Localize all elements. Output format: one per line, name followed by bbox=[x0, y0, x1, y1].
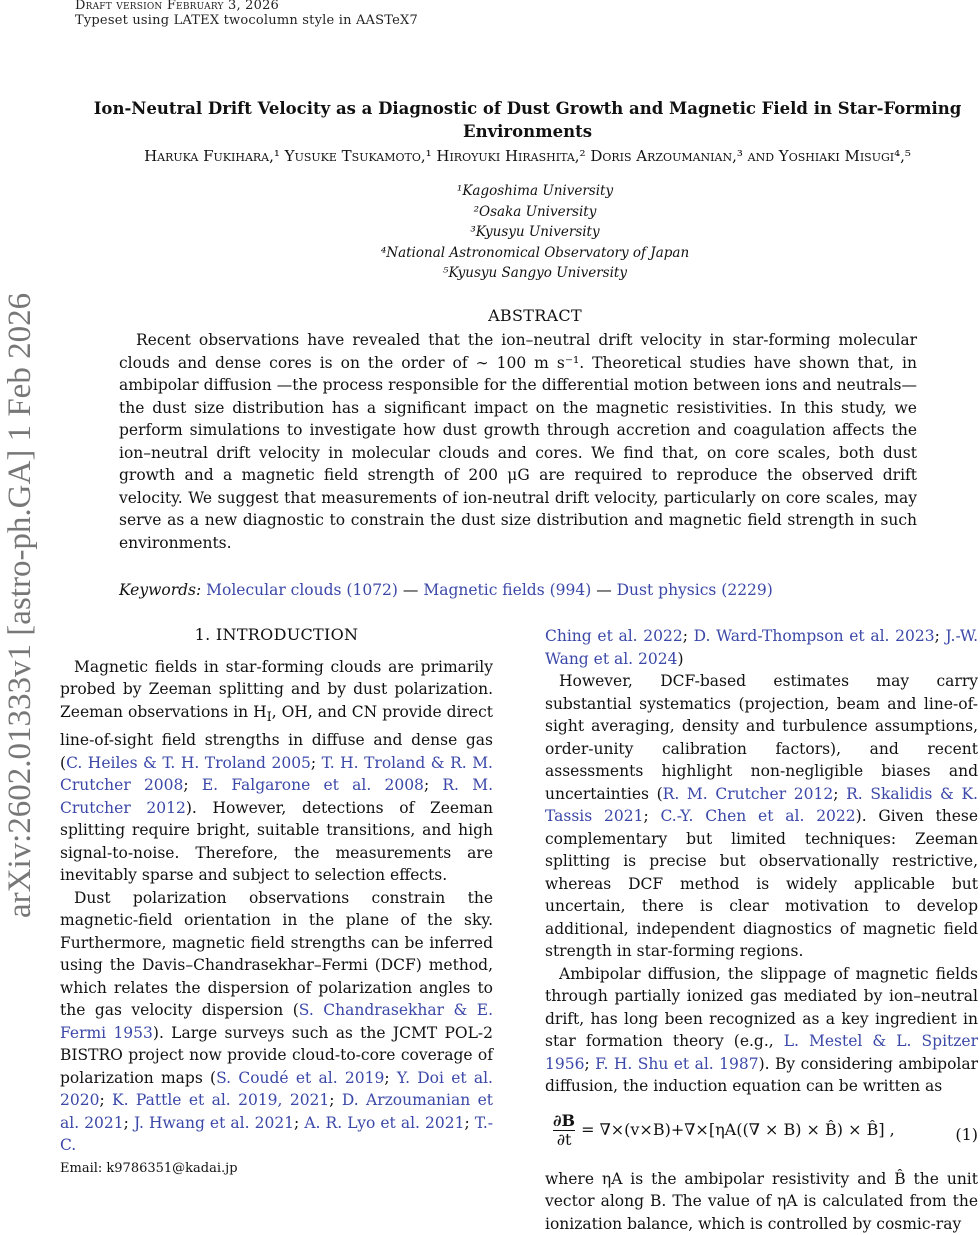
author-list: Haruka Fukihara,¹ Yusuke Tsukamoto,¹ Hiroyuki Hirashita,² Doris Arzoumanian,³ and Yoshiaki Misugi⁴,⁵ bbox=[0, 147, 980, 165]
citation-link[interactable]: C.-Y. Chen et al. 2022 bbox=[661, 807, 856, 825]
affiliation-2: ²Osaka University bbox=[270, 202, 800, 223]
citation-link[interactable]: R. Skalidis & K. Tassis 2021 bbox=[545, 785, 978, 826]
citation-link[interactable]: K. Pattle et al. 2019, 2021 bbox=[112, 1091, 329, 1109]
abstract-heading: ABSTRACT bbox=[270, 306, 800, 325]
citation-link[interactable]: R. M. Crutcher 2012 bbox=[60, 776, 493, 817]
citation-continuation: Ching et al. 2022; D. Ward-Thompson et al. 2023; J.-W. Wang et al. 2024) bbox=[545, 625, 978, 670]
intro-paragraph-3: However, DCF-based estimates may carry substantial systematics (projection, beam and line-of-sight averaging, density and turbulence assumptions, order-unity calibration factors), and recent assessments highlight non-negligible biases and uncertainties (R. M. Crutcher 2012; R. Skalidis & K. Tassis 2021; C.-Y. Chen et al. 2022). Given these complementary but limited techniques: Zeeman splitting is precise but observationally restrictive, whereas DCF method is widely applicable but uncertain, there is clear motivation to develop additional, independent diagnostics of magnetic field strength in star-forming regions. bbox=[545, 670, 978, 963]
induction-equation bbox=[545, 1104, 978, 1164]
arxiv-identifier[interactable]: arXiv:2602.01333v1 [astro-ph.GA] 1 Feb 2026 bbox=[2, 298, 42, 918]
affiliation-3: ³Kyusyu University bbox=[270, 222, 800, 243]
citation-link[interactable]: E. Falgarone et al. 2008 bbox=[202, 776, 424, 794]
keywords-line bbox=[119, 581, 919, 599]
citation-link[interactable]: D. Ward-Thompson et al. 2023 bbox=[694, 627, 935, 645]
draft-version-header: Draft version February 3, 2026 bbox=[75, 0, 279, 13]
affiliation-5: ⁵Kyusyu Sangyo University bbox=[270, 263, 800, 284]
citation-link[interactable]: J.-W. Wang et al. 2024 bbox=[545, 627, 978, 668]
section-title-introduction: 1. INTRODUCTION bbox=[60, 624, 493, 647]
intro-paragraph-4: Ambipolar diffusion, the slippage of magnetic fields through partially ionized gas mediated by ion–neutral drift, has long been recognized as a key ingredient in star formation theory (e.g., L. Mestel & L. Spitzer 1956; F. H. Shu et al. 1987). By considering ambipolar diffusion, the induction equation can be written as bbox=[545, 963, 978, 1098]
equation-body bbox=[553, 1112, 895, 1149]
citation-link[interactable]: T.-C. bbox=[60, 1114, 493, 1155]
intro-paragraph-2: Dust polarization observations constrain the magnetic-field orientation in the plane of the sky. Furthermore, magnetic field strengths can be inferred using the Davis–Chandrasekhar–Fermi (DCF) method, which relates the dispersion of polarization angles to the gas velocity dispersion (S. Chandrasekhar & E. Fermi 1953). Large surveys such as the JCMT POL-2 BISTRO project now provide cloud-to-core coverage of polarization maps (S. Coudé et al. 2019; Y. Doi et al. 2020; K. Pattle et al. 2019, 2021; D. Arzoumanian et al. 2021; J. Hwang et al. 2021; A. R. Lyo et al. 2021; T.-C. bbox=[60, 887, 493, 1157]
corresponding-email: Email: k9786351@kadai.jp bbox=[60, 1161, 238, 1176]
intro-paragraph-1: Magnetic fields in star-forming clouds are primarily probed by Zeeman splitting and by dust polarization. Zeeman observations in $H_I$, OH, and CN provide direct line-of-sight field strengths in diffuse and dense gas (C. Heiles & T. H. Troland 2005; T. H. Troland & R. M. Crutcher 2008; E. Falgarone et al. 2008; R. M. Crutcher 2012). However, detections of Zeeman splitting require bright, suitable transitions, and high signal-to-noise. Therefore, the measurements are inevitably sparse and subject to selection effects. bbox=[60, 656, 493, 887]
left-column bbox=[60, 624, 493, 1157]
affiliations bbox=[270, 181, 800, 284]
intro-paragraph-5: where ηA is the ambipolar resistivity and B̂ the unit vector along B. The value of ηA is calculated from the ionization balance, which is controlled by cosmic-ray bbox=[545, 1168, 978, 1235]
affiliation-4: ⁴National Astronomical Observatory of Japan bbox=[270, 243, 800, 264]
citation-link[interactable]: J. Hwang et al. 2021 bbox=[134, 1114, 294, 1132]
citation-link[interactable]: Y. Doi et al. 2020 bbox=[60, 1069, 493, 1110]
right-column bbox=[545, 625, 978, 1235]
citation-link[interactable]: Ching et al. 2022 bbox=[545, 627, 683, 645]
citation-link[interactable]: C. Heiles & T. H. Troland 2005 bbox=[66, 754, 311, 772]
equation-rhs: = ∇×(v×B)+∇×[ηA((∇ × B) × B̂) × B̂] , bbox=[581, 1120, 895, 1139]
equation-number: (1) bbox=[955, 1124, 978, 1147]
typeset-header: Typeset using LATEX twocolumn style in AASTeX7 bbox=[75, 13, 418, 28]
paper-title: Ion-Neutral Drift Velocity as a Diagnostic of Dust Growth and Magnetic Field in Star-Forming Environments bbox=[75, 97, 980, 143]
keyword-link-molecular-clouds[interactable]: Molecular clouds (1072) bbox=[206, 581, 398, 599]
keyword-link-magnetic-fields[interactable]: Magnetic fields (994) bbox=[423, 581, 591, 599]
citation-link[interactable]: A. R. Lyo et al. 2021 bbox=[304, 1114, 464, 1132]
citation-link[interactable]: S. Chandrasekhar & E. Fermi 1953 bbox=[60, 1001, 493, 1042]
abstract-body: Recent observations have revealed that the ion–neutral drift velocity in star-forming molecular clouds and dense cores is on the order of ∼ 100 m s⁻¹. Theoretical studies have shown that, in ambipolar diffusion —the process responsible for the differential motion between ions and neutrals— the dust size distribution has a significant impact on the magnetic resistivities. In this study, we perform simulations to investigate how dust growth through accretion and coagulation affects the ion–neutral drift velocity in molecular clouds and cores. We find that, on core scales, both dust growth and a magnetic field strength of 200 μG are required to reproduce the observed drift velocity. We suggest that measurements of ion-neutral drift velocity, particularly on core scales, may serve as a new diagnostic to constrain the dust size distribution and magnetic field strength in such environments. bbox=[119, 329, 917, 554]
citation-link[interactable]: F. H. Shu et al. 1987 bbox=[595, 1055, 758, 1073]
citation-link[interactable]: R. M. Crutcher 2012 bbox=[663, 785, 834, 803]
citation-link[interactable]: T. H. Troland & R. M. Crutcher 2008 bbox=[60, 754, 493, 795]
keywords-label: Keywords: bbox=[119, 581, 201, 599]
keyword-separator: — bbox=[398, 581, 423, 599]
citation-link[interactable]: L. Mestel & L. Spitzer 1956 bbox=[545, 1032, 978, 1073]
keyword-separator: — bbox=[591, 581, 616, 599]
equation-fraction: $\frac{\partial B}{\partial t}$ bbox=[553, 1112, 575, 1149]
affiliation-1: ¹Kagoshima University bbox=[270, 181, 800, 202]
citation-link[interactable]: D. Arzoumanian et al. 2021 bbox=[60, 1091, 493, 1132]
citation-link[interactable]: S. Coudé et al. 2019 bbox=[216, 1069, 384, 1087]
keyword-link-dust-physics[interactable]: Dust physics (2229) bbox=[617, 581, 773, 599]
